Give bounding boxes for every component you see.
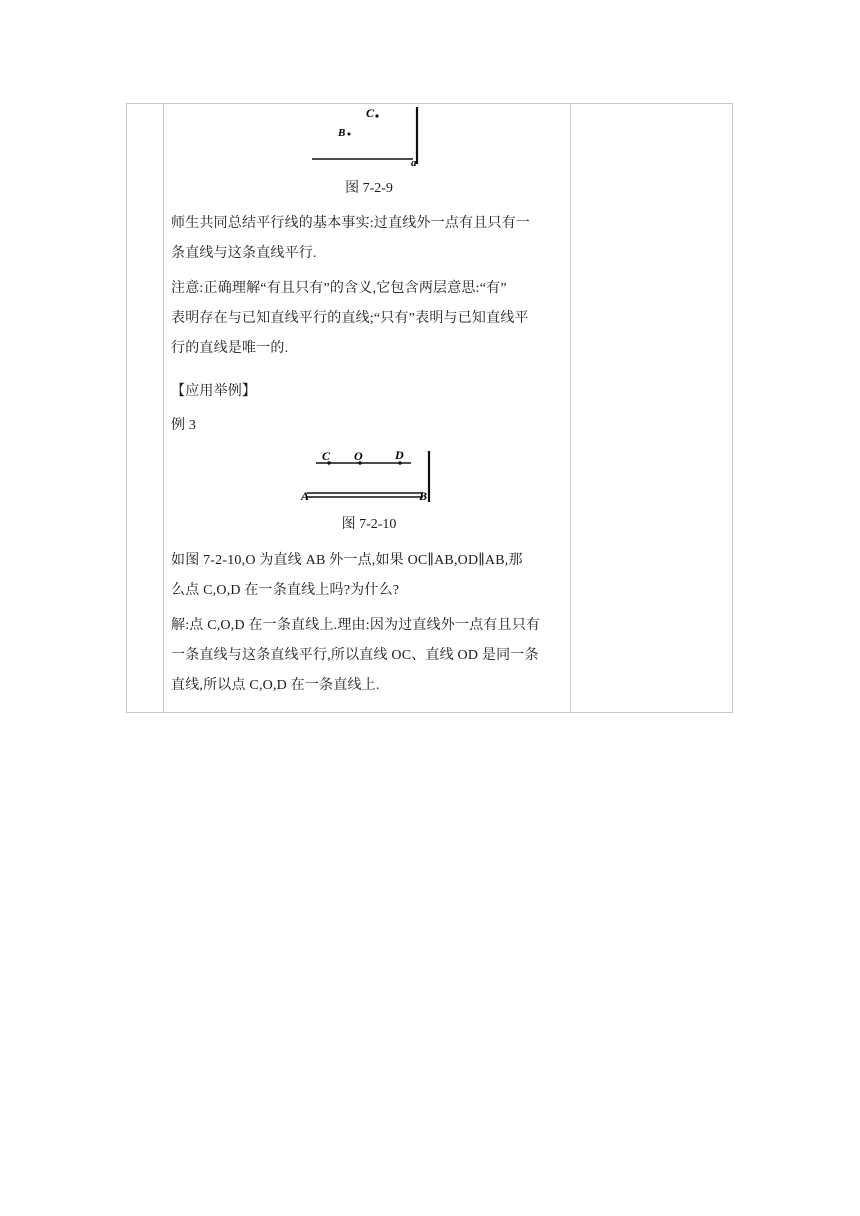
solution-paragraph (171, 611, 567, 701)
figure-7-2-9-caption: 图 7-2-9 (345, 181, 393, 196)
summary-line: 条直线与这条直线平行. (171, 246, 317, 261)
question-line: 如图 7-2-10,O 为直线 AB 外一点,如果 OC∥AB,OD∥AB,那 (171, 553, 523, 568)
question-paragraph (171, 546, 567, 606)
summary-paragraph (171, 209, 567, 269)
point-label-c: C (322, 449, 331, 463)
figure-7-2-10-caption: 图 7-2-10 (341, 517, 397, 532)
point-label-a: A (301, 489, 310, 503)
line-label-a: a (411, 157, 417, 169)
note-line: 注意:正确理解“有且只有”的含义,它包含两层意思:“有” (171, 281, 507, 296)
point-label-o: O (354, 449, 363, 463)
point-label-c: C (366, 106, 375, 120)
point-label-b: B (419, 489, 428, 503)
example-label: 例 3 (171, 418, 197, 433)
figure-7-2-10 (301, 447, 431, 503)
point-label-b: B (338, 127, 346, 139)
summary-line: 师生共同总结平行线的基本事实:过直线外一点有且只有一 (171, 216, 531, 231)
solution-line: 一条直线与这条直线平行,所以直线 OC、直线 OD 是同一条 (171, 648, 539, 663)
point-label-d: D (395, 448, 404, 462)
solution-line: 解:点 C,O,D 在一条直线上.理由:因为过直线外一点有且只有 (171, 618, 541, 633)
figure-7-2-9 (309, 103, 429, 169)
note-line: 行的直线是唯一的. (171, 341, 289, 356)
solution-line: 直线,所以点 C,O,D 在一条直线上. (171, 678, 380, 693)
note-line: 表明存在与已知直线平行的直线;“只有”表明与已知直线平 (171, 311, 529, 326)
table-column-divider (570, 104, 571, 712)
note-paragraph (171, 274, 567, 364)
table-column-divider (163, 104, 164, 712)
question-line: 么点 C,O,D 在一条直线上吗?为什么? (171, 583, 400, 598)
section-heading: 【应用举例】 (171, 384, 257, 399)
